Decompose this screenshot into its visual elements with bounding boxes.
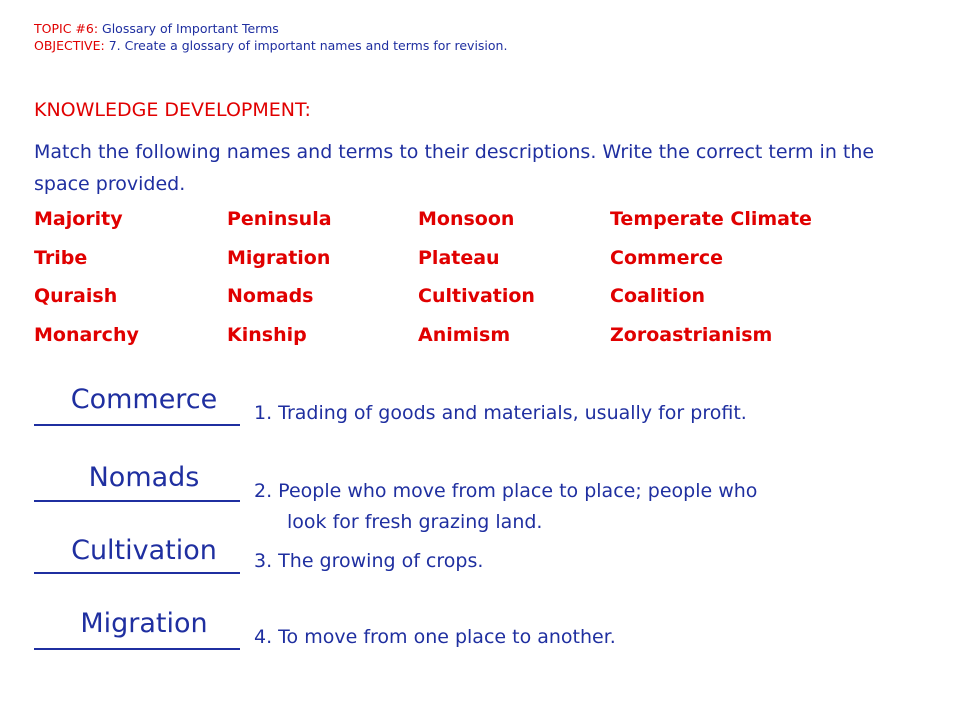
objective-label: OBJECTIVE:: [34, 38, 109, 53]
word-bank-term: Monarchy: [34, 324, 139, 346]
answer-1: Commerce: [70, 384, 218, 415]
topic-value: Glossary of Important Terms: [102, 21, 279, 36]
word-bank-term: Plateau: [418, 247, 500, 269]
instructions: Match the following names and terms to their descriptions. Write the correct term in the space provided.: [34, 141, 875, 195]
word-bank-term: Commerce: [610, 247, 723, 269]
description-1: [254, 398, 894, 429]
description-2: [254, 476, 894, 538]
word-bank-term: Tribe: [34, 247, 88, 269]
word-bank-term: Peninsula: [227, 208, 332, 230]
description-4: [254, 622, 894, 653]
word-bank-term: Majority: [34, 208, 123, 230]
answer-blank-3[interactable]: [34, 572, 240, 574]
section-title: KNOWLEDGE DEVELOPMENT:: [34, 99, 311, 121]
description-2-line: 2. People who move from place to place; people who: [254, 480, 758, 502]
word-bank-term: Kinship: [227, 324, 307, 346]
description-4-line: 4. To move from one place to another.: [254, 626, 616, 648]
word-bank-term: Cultivation: [418, 285, 535, 307]
word-bank-term: Coalition: [610, 285, 706, 307]
objective-line: [34, 37, 507, 54]
answer-blank-4[interactable]: [34, 648, 240, 650]
word-bank-term: Temperate Climate: [610, 208, 812, 230]
answer-3: Cultivation: [71, 535, 217, 566]
description-1-line: 1. Trading of goods and materials, usually for profit.: [254, 402, 747, 424]
word-bank-term: Zoroastrianism: [610, 324, 773, 346]
word-bank-term: Animism: [418, 324, 511, 346]
answer-blank-1[interactable]: [34, 424, 240, 426]
word-bank-term: Nomads: [227, 285, 314, 307]
description-2-continuation: look for fresh grazing land.: [287, 511, 543, 533]
topic-label: TOPIC #6:: [34, 21, 103, 36]
description-3: [254, 546, 894, 577]
page-header: [34, 20, 507, 54]
word-bank-term: Migration: [227, 247, 331, 269]
topic-line: [34, 20, 507, 37]
answer-blank-2[interactable]: [34, 500, 240, 502]
answer-2: Nomads: [88, 462, 200, 493]
description-3-line: 3. The growing of crops.: [254, 550, 484, 572]
word-bank-term: Quraish: [34, 285, 118, 307]
word-bank-term: Monsoon: [418, 208, 515, 230]
objective-value: 7. Create a glossary of important names and terms for revision.: [108, 38, 508, 53]
answer-4: Migration: [80, 608, 208, 639]
